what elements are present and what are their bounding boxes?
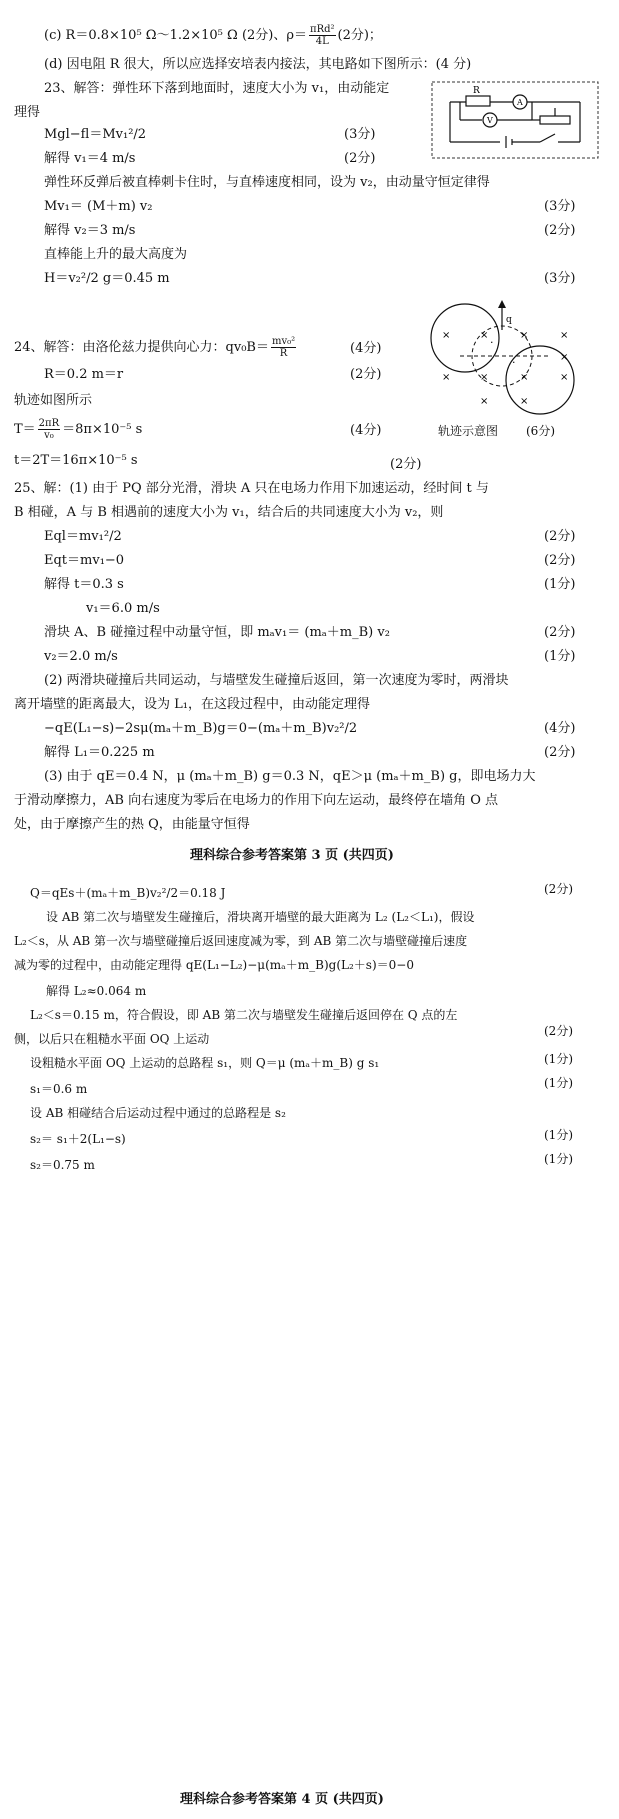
p4-result3-score: (1分)	[544, 1152, 573, 1166]
p4-result3: s₂＝0.75 m	[30, 1158, 95, 1172]
q23-text2: 弹性环反弹后被直棒刺卡住时，与直棒速度相同，设为 v₂，由动量守恒定律得	[44, 175, 490, 190]
q24-fraction-1: $\frac{\text{mv₀²}}{R}$	[271, 336, 296, 359]
q23-result1: 解得 v₁＝4 m/s	[44, 151, 136, 166]
q25-eq4-score: (4分)	[544, 721, 576, 736]
q24-result1-score: (2分)	[350, 367, 382, 382]
q24-text2: 轨迹如图所示	[14, 393, 93, 408]
q23-intro-cont: 理得	[14, 105, 41, 120]
svg-text:×: ×	[442, 330, 451, 341]
q25-eq1-score: (2分)	[544, 529, 576, 544]
svg-text:×: ×	[520, 372, 529, 383]
q25-part2-line1: (2) 两滑块碰撞后共同运动，与墙壁发生碰撞后返回，第一次速度为零时，两滑块	[44, 673, 509, 688]
svg-text:×: ×	[560, 372, 569, 383]
q24-eq2-score: (4分)	[350, 423, 382, 438]
q25-part3-line1: (3) 由于 qE＝0.4 N，μ (mₐ＋m_B) g＝0.3 N，qE＞μ (mₐ＋m_B) g，即电场力大	[44, 769, 536, 784]
q25-result2: v₁＝6.0 m/s	[86, 601, 160, 616]
rheostat-icon	[540, 116, 570, 124]
q24-eq2: T＝ $\frac{2\pi R}{\text{v₀}}$ ＝8π×10⁻⁵ s	[14, 418, 143, 441]
p4-eq1-score: (2分)	[544, 882, 573, 896]
q25-line1: 25、解：(1) 由于 PQ 部分光滑，滑块 A 只在电场力作用下加速运动，经时间 t 与	[14, 481, 489, 496]
p4-text6-score: (1分)	[544, 1052, 573, 1066]
p4-result1: 解得 L₂≈0.064 m	[46, 984, 147, 998]
q23-eq2: Mv₁＝ (M＋m) v₂	[44, 199, 153, 214]
q25-result1-score: (1分)	[544, 577, 576, 592]
q25-result4-score: (2分)	[544, 745, 576, 760]
svg-text:×: ×	[442, 372, 451, 383]
resistivity-fraction: $\frac{\text{πRd²}}{4L}$	[310, 24, 335, 47]
svg-text:×: ×	[520, 396, 529, 407]
p4-text3: 减为零的过程中，由动能定理得 qE(L₁−L₂)−μ(mₐ＋m_B)g(L₂＋s)＝0−0	[14, 958, 414, 972]
q25-part3-line3: 处，由于摩擦产生的热 Q，由能量守恒得	[14, 817, 250, 832]
q23-result3-score: (3分)	[544, 271, 576, 286]
p4-text5-score: (2分)	[544, 1024, 573, 1038]
center-dot-2: ·	[512, 356, 516, 369]
velocity-arrow-icon	[498, 300, 506, 308]
q24-eq1-score: (4分)	[350, 341, 382, 356]
circuit-v-label: V	[487, 116, 493, 125]
q25-eq4: −qE(L₁−s)−2sμ(mₐ＋m_B)g＝0−(mₐ＋m_B)v₂²/2	[44, 721, 358, 736]
p4-eq1: Q＝qEs＋(mₐ＋m_B)v₂²/2＝0.18 J	[30, 886, 226, 900]
charge-label: q	[506, 315, 512, 325]
p4-text2: L₂＜s，从 AB 第一次与墙壁碰撞后返回速度减为零，到 AB 第二次与墙壁碰撞后速度	[14, 934, 468, 948]
q23-result3: H＝v₂²/2 g＝0.45 m	[44, 271, 170, 286]
trajectory-diagram	[420, 300, 600, 420]
q25-part2-line2: 离开墙壁的距离最大，设为 L₁，在这段过程中，由动能定理得	[14, 697, 370, 712]
p4-eq2: s₂＝ s₁＋2(L₁−s)	[30, 1132, 126, 1146]
q23-eq2-score: (3分)	[544, 199, 576, 214]
part-d-line: (d) 因电阻 R 很大，所以应选择安培表内接法，其电路如下图所示：(4 分)	[44, 57, 472, 72]
page3-footer: 理科综合参考答案第 3 页 (共四页)	[190, 848, 394, 863]
p4-text5: 侧，以后只在粗糙水平面 OQ 上运动	[14, 1032, 210, 1046]
p4-text4: L₂＜s＝0.15 m，符合假设，即 AB 第二次与墙壁发生碰撞后返回停在 Q 点的左	[30, 1008, 458, 1022]
svg-text:×: ×	[480, 396, 489, 407]
q25-eq3-score: (2分)	[544, 625, 576, 640]
q24-eq1: 24、解答：由洛伦兹力提供向心力：qv₀B＝ $\frac{\text{mv₀²}}{R}$	[14, 336, 296, 359]
svg-text:×: ×	[560, 330, 569, 341]
part-c-line: (c) R＝0.8×10⁵ Ω～1.2×10⁵ Ω (2分)、ρ＝ $\frac{\text{πRd²}}{4L}$ (2分)；	[44, 24, 382, 47]
q25-eq2-score: (2分)	[544, 553, 576, 568]
q23-text3: 直棒能上升的最大高度为	[44, 247, 188, 262]
trajectory-caption: 轨迹示意图	[438, 424, 499, 438]
q23-result2-score: (2分)	[544, 223, 576, 238]
q25-line2: B 相碰，A 与 B 相遇前的速度大小为 v₁，结合后的共同速度大小为 v₂，则	[14, 505, 444, 520]
q24-result2-score: (2分)	[390, 457, 422, 472]
circuit-a-label: A	[517, 98, 523, 107]
q24-result1: R＝0.2 m＝r	[44, 367, 124, 382]
q25-result3: v₂＝2.0 m/s	[44, 649, 118, 664]
q24-result2: t＝2T＝16π×10⁻⁵ s	[14, 453, 138, 468]
q25-eq3: 滑块 A、B 碰撞过程中动量守恒，即 mₐv₁＝ (mₐ＋m_B) v₂	[44, 625, 390, 640]
p4-result2: s₁＝0.6 m	[30, 1082, 88, 1096]
circuit-diagram	[430, 80, 600, 160]
p4-text6: 设粗糙水平面 OQ 上运动的总路程 s₁，则 Q＝μ (mₐ＋m_B) g s₁	[30, 1056, 380, 1070]
q25-result4: 解得 L₁＝0.225 m	[44, 745, 155, 760]
p4-text1: 设 AB 第二次与墙壁发生碰撞后，滑块离开墙壁的最大距离为 L₂ (L₂＜L₁)，假设	[46, 910, 475, 924]
q23-intro: 23、解答：弹性环下落到地面时，速度大小为 v₁，由动能定	[44, 81, 390, 96]
svg-text:×: ×	[480, 372, 489, 383]
circuit-r-label: R	[473, 86, 480, 96]
resistor-icon	[466, 96, 490, 106]
q25-result3-score: (1分)	[544, 649, 576, 664]
q25-eq1: Eql＝mv₁²/2	[44, 529, 122, 544]
q23-result2: 解得 v₂＝3 m/s	[44, 223, 136, 238]
q23-eq1: Mgl−fl＝Mv₁²/2	[44, 127, 147, 142]
q24-fraction-2: $\frac{2\pi R}{\text{v₀}}$	[38, 418, 60, 441]
trajectory-caption-score: (6分)	[526, 424, 555, 438]
q25-result1: 解得 t＝0.3 s	[44, 577, 124, 592]
q23-eq1-score: (3分)	[344, 127, 376, 142]
svg-text:×: ×	[520, 330, 529, 341]
q25-eq2: Eqt＝mv₁−0	[44, 553, 125, 568]
p4-result2-score: (1分)	[544, 1076, 573, 1090]
page4-footer: 理科综合参考答案第 4 页 (共四页)	[180, 1792, 384, 1807]
p4-eq2-score: (1分)	[544, 1128, 573, 1142]
svg-text:×: ×	[560, 352, 569, 363]
svg-text:×: ×	[480, 330, 489, 341]
q25-part3-line2: 于滑动摩擦力，AB 向右速度为零后在电场力的作用下向左运动，最终停在墙角 O 点	[14, 793, 498, 808]
p4-text7: 设 AB 相碰结合后运动过程中通过的总路程是 s₂	[30, 1106, 286, 1120]
center-dot-1: ·	[490, 336, 494, 349]
q23-result1-score: (2分)	[344, 151, 376, 166]
